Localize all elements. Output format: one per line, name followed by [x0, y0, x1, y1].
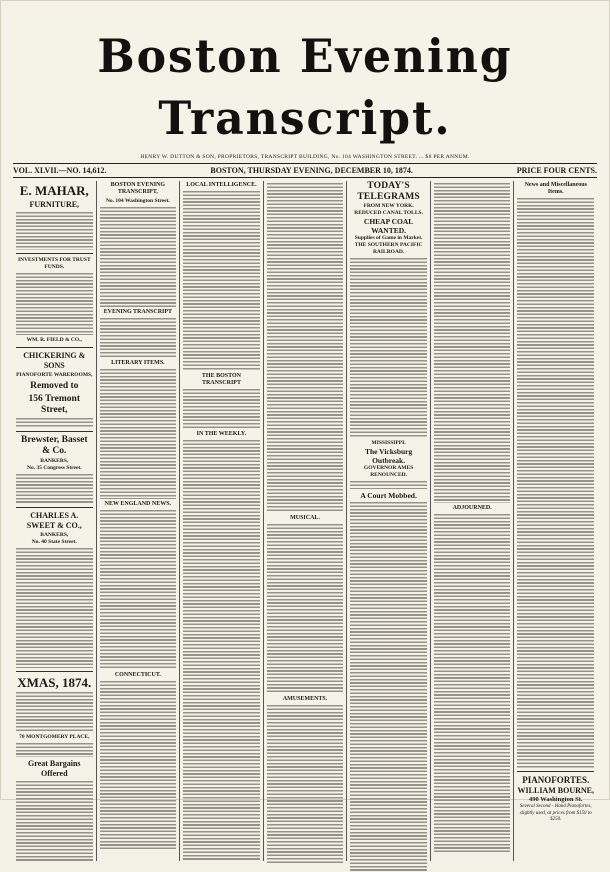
ad-pianofortes-name: WILLIAM BOURNE,	[517, 786, 594, 795]
ad-xmas-body2	[16, 743, 93, 757]
masthead-title: Boston Evening Transcript.	[97, 29, 513, 145]
ad-brewster-address: No. 35 Congress Street.	[26, 465, 82, 471]
col3-body1	[183, 191, 260, 371]
col2-sub2: EVENING TRANSCRIPT	[103, 309, 173, 315]
column-7	[514, 181, 597, 861]
ad-bargains: Great Bargains Offered	[28, 759, 81, 778]
columns	[13, 181, 597, 861]
ad-brewster-body	[16, 474, 93, 504]
col2-sub3: LITERARY ITEMS.	[111, 360, 165, 366]
column-3	[180, 181, 264, 861]
telegrams-from: FROM NEW YORK.	[363, 203, 414, 209]
ad-bargains-body	[16, 781, 93, 861]
ad-brewster-sub: BANKERS,	[40, 458, 69, 464]
telegrams-body1	[350, 258, 427, 438]
ad-chickering-body	[16, 418, 93, 428]
telegrams-game: Supplies of Game in Market.	[354, 235, 423, 241]
ad-field-title: WM. R. FIELD & CO.,	[26, 337, 82, 343]
ad-xmas-body	[16, 692, 93, 732]
telegrams-railroad: THE SOUTHERN PACIFIC RAILROAD.	[354, 242, 423, 255]
ad-sweet-title: CHARLES A. SWEET & CO.,	[26, 511, 82, 530]
col4-body2	[267, 524, 344, 694]
col6-body2	[434, 514, 511, 854]
col3-body2	[183, 389, 260, 429]
telegrams-vicksburg: The Vicksburg Outbreak.	[364, 447, 413, 465]
ad-chickering-sub: PIANOFORTE WAREROOMS,	[16, 372, 93, 378]
ad-investments-title: INVESTMENTS FOR TRUST FUNDS.	[17, 257, 91, 270]
telegrams-coal: CHEAP COAL WANTED.	[363, 217, 414, 235]
col2-sub5: CONNECTICUT.	[114, 672, 161, 678]
ad-brewster-title: Brewster, Basset & Co.	[21, 435, 88, 456]
ad-investments-body	[16, 273, 93, 335]
telegrams-canal: REDUCED CANAL TOLLS.	[354, 210, 423, 216]
ad-sweet-body	[16, 548, 93, 668]
col6-title: ADJOURNED.	[452, 505, 492, 511]
ad-pianofortes-address: 490 Washington St.	[528, 796, 583, 803]
issue-date: BOSTON, THURSDAY EVENING, DECEMBER 10, 1874.	[210, 166, 413, 175]
column-4	[264, 181, 348, 861]
col7-title: News and Miscellaneous Items.	[524, 182, 587, 195]
ad-xmas-address: 70 MONTGOMERY PLACE,	[19, 734, 90, 740]
column-1	[13, 181, 97, 861]
telegrams-ames: GOVERNOR AMES RENOUNCED.	[363, 465, 414, 478]
col4-body1	[267, 183, 344, 513]
publisher-line: HENRY W. DUTTON & SON, PROPRIETORS, TRANSCRIPT BUILDING, No. 104 WASHINGTON STREET. ... $8 PER ANNUM.	[140, 154, 470, 160]
ad-chickering-removed: Removed to	[30, 381, 79, 391]
telegrams-mississippi: MISSISSIPPI.	[371, 440, 406, 446]
ad-pianofortes-title: PIANOFORTES.	[522, 775, 590, 785]
col2-body1	[100, 207, 177, 307]
telegrams-heading: TODAY'S TELEGRAMS	[357, 181, 420, 202]
ad-sweet-sub: BANKERS,	[40, 532, 69, 538]
ad-mahar-title: E. MAHAR,	[19, 183, 89, 198]
col2-body2	[100, 318, 177, 358]
volume-number: VOL. XLVII.—NO. 14,612.	[13, 166, 107, 175]
ad-sweet-address: No. 40 State Street.	[31, 539, 77, 545]
dateline-bar	[13, 163, 597, 178]
col2-sub1: No. 104 Washington Street.	[105, 198, 170, 204]
telegrams-court: A Court Mobbed.	[360, 491, 417, 500]
col2-title: BOSTON EVENING TRANSCRIPT,	[110, 182, 166, 195]
telegrams-body3	[350, 502, 427, 872]
col7-body1	[517, 198, 594, 768]
col6-body1	[434, 183, 511, 503]
ad-xmas-title: XMAS, 1874.	[17, 675, 92, 690]
col2-body3	[100, 369, 177, 499]
col2-sub4: NEW ENGLAND NEWS.	[104, 501, 172, 507]
ad-chickering-title: CHICKERING & SONS	[23, 351, 86, 370]
ad-chickering-address: 156 Tremont Street,	[28, 394, 81, 415]
column-2	[97, 181, 181, 861]
ad-mahar-sub: FURNITURE,	[29, 200, 80, 209]
col2-body4	[100, 510, 177, 670]
col3-title: LOCAL INTELLIGENCE.	[186, 182, 257, 188]
col2-body5	[100, 681, 177, 851]
col3-body3	[183, 440, 260, 860]
col4-sub1: AMUSEMENTS.	[282, 696, 328, 702]
col3-sub2: IN THE WEEKLY.	[196, 431, 247, 437]
column-5	[347, 181, 431, 861]
ad-mahar-body	[16, 212, 93, 250]
col3-sub1: THE BOSTON TRANSCRIPT	[201, 373, 241, 386]
column-6	[431, 181, 515, 861]
telegrams-body2	[350, 481, 427, 489]
price: PRICE FOUR CENTS.	[516, 166, 597, 175]
col4-body3	[267, 705, 344, 865]
ad-pianofortes-desc: Several Second - Hand Pianofortes, slightly used, at prices from $150 to $250.	[519, 804, 592, 822]
col4-title: MUSICAL.	[290, 515, 320, 521]
